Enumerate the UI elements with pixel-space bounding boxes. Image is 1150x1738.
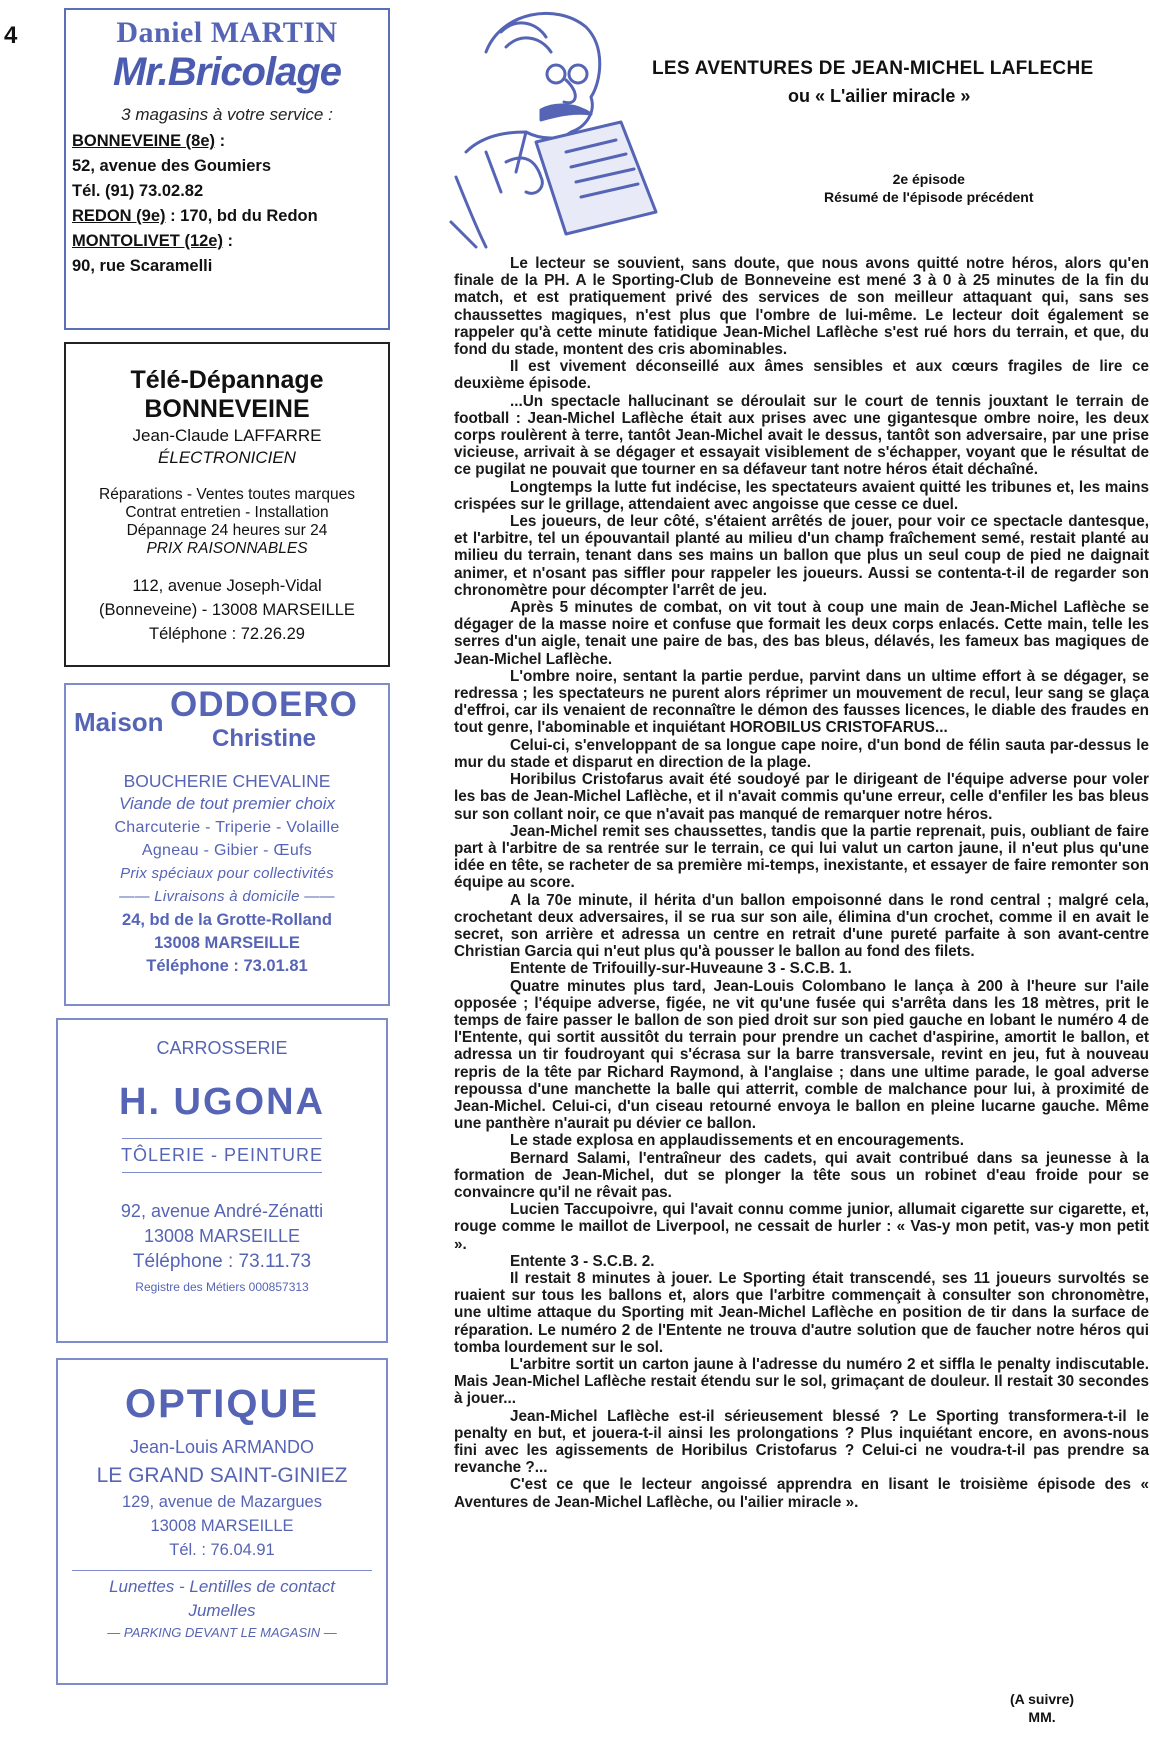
article-paragraph: Longtemps la lutte fut indécise, les spectateurs avaient quitté les tribunes et, les mains crispées sur le grillage, attendaient avec angoisse que cesse ce duel. <box>454 478 1149 513</box>
hand <box>506 158 542 193</box>
store-label: BONNEVEINE (8e) <box>72 132 216 150</box>
ad-line: —— Livraisons à domicile —— <box>119 888 335 905</box>
ad-trade: BOUCHERIE CHEVALINE <box>123 771 331 791</box>
article-paragraph: Le lecteur se souvient, sans doute, que nous avons quitté notre héros, alors qu'en finale de la PH. A le Sporting-Club de Bonneveine est mené 3 à 0 à 25 minutes de la fin du match, et est pratiquement privé des services de son meilleur attaquant qui, sans ses chaussettes magiques, n'est plus que l'ombre de lui-même. Le lecteur doit également se rappeler qu'à cette minute fatidique Jean-Michel Laflèche s'est rué hors du terrain, et que, du fond du stade, montent des cris abominables. <box>454 255 1149 359</box>
ad-title: Télé-Dépannage <box>130 366 324 394</box>
ad-first-name: Christine <box>212 725 317 752</box>
ad-address: 13008 MARSEILLE <box>143 1226 301 1246</box>
ad-quality: Viande de tout premier choix <box>118 794 336 813</box>
hair <box>501 23 551 52</box>
store-label: MONTOLIVET (12e) <box>72 232 223 250</box>
store-montolivet <box>72 229 388 254</box>
ad-registry: Registre des Métiers 000857313 <box>135 1280 309 1294</box>
article-paragraph: Il restait 8 minutes à jouer. Le Sporting était transcendé, ses 11 joueurs survoltés se ruaient sur tous les ballons et, alors que l'arbitre commençait à consulter son chronomètre, une ultime attaque du Sporting mit Jean-Michel Laflèche en position de tir dans la surface de réparation. Le numéro 2 de l'Entente ne trouva d'autre solution que de faucher notre héros qui tomba lourdement sur le sol. <box>454 1269 1149 1356</box>
ad-address: 13008 MARSEILLE <box>150 1517 294 1535</box>
ad-owner-name: Daniel MARTIN <box>116 16 338 49</box>
store-bonneveine <box>72 129 388 154</box>
caricature-illustration <box>446 2 664 250</box>
body <box>451 177 486 247</box>
ad-address: (Bonneveine) - 13008 MARSEILLE <box>99 601 355 619</box>
store-address: 90, rue Scaramelli <box>72 257 213 275</box>
article-paragraph: Il est vivement déconseillé aux âmes sensibles et aux cœurs fragiles de lire ce deuxième épisode. <box>454 358 1149 393</box>
mustache <box>541 105 591 120</box>
ad-ugona <box>56 1018 388 1343</box>
article-body <box>454 255 1149 1511</box>
ad-name: BONNEVEINE <box>144 395 310 423</box>
ad-parking-text: PARKING DEVANT LE MAGASIN <box>123 1625 321 1640</box>
article-title: LES AVENTURES DE JEAN-MICHEL LAFLECHE <box>652 58 1094 79</box>
store-colon: : <box>215 132 226 150</box>
ad-shop: LE GRAND SAINT-GINIEZ <box>96 1464 348 1487</box>
article-paragraph: Horibilus Cristofarus avait été soudoyé par le dirigeant de l'équipe adverse pour voler les bas de Jean-Michel Laflèche, et il n'avait commis qu'une erreur, celle d'enfiler les bas bleus sur son collant noir, ce que n'avait pas manqué de remarquer notre héros. <box>454 771 1149 823</box>
ad-address: 92, avenue André-Zénatti <box>120 1201 324 1221</box>
ad-owner: Jean-Louis ARMANDO <box>129 1437 315 1457</box>
ad-line: PRIX RAISONNABLES <box>146 540 308 557</box>
eye <box>547 65 565 83</box>
page-number: 4 <box>4 22 18 49</box>
ad-line: Charcuterie - Triperie - Volaille <box>114 819 340 836</box>
article-paragraph: C'est ce que le lecteur angoissé apprendra en lisant le troisième épisode des « Aventures de Jean-Michel Laflèche, ou l'ailier miracle ». <box>454 1476 1149 1511</box>
article-signoff <box>1010 1690 1074 1726</box>
article-subtitle: ou « L'ailier miracle » <box>788 86 971 106</box>
store-colon: : <box>222 232 234 250</box>
article-paragraph: Le stade explosa en applaudissements et en encouragements. <box>510 1132 964 1150</box>
article-paragraph: Les joueurs, de leur côté, s'étaient arrêtés de jouer, pour voir ce spectacle dantesque, et l'arbitre, tel un épouvantail planté au milieu d'un champ fraîchement semé, restait planté au milieu du terrain, tenant dans ses mains un ballon que plus un seul coup de pied ne daignait animer, et n'osant pas siffler pour rappeler les joueurs. Aussi se contenta-t-il de regarder son chronomètre pour décompter l'arrêt de jeu. <box>454 513 1149 599</box>
author-initials: MM. <box>1028 1709 1056 1725</box>
ad-trade: CARROSSERIE <box>156 1038 288 1058</box>
store-redon <box>72 204 388 229</box>
article-paragraph: ...Un spectacle hallucinant se déroulait sur le court de tennis jouxtant le terrain de football : Jean-Michel Laflèche était aux prises avec une gigantesque ombre noire, les deux corps roulèrent à terre, tantôt Jean-Michel avait le dessus, tantôt son adversaire, par une prise vicieuse, arrivait à se dégager et essayait visiblement de s'échapper, voyant que le résultat de ce pugilat ne pouvait que tourner en sa défaveur tant notre héros était déchaîné. <box>454 392 1149 479</box>
ad-parking: — PARKING DEVANT LE MAGASIN — <box>107 1625 337 1640</box>
article-paragraph: Jean-Michel Laflèche est-il sérieusement blessé ? Le Sporting transformera-t-il le penalty en but, et jouera-t-il ainsi les prolongations ? Plus inquiétant encore, en avons-nous fini avec les agissements de Horibilus Cristofarus ? Celui-ci ne voudra-t-il pas prendre sa revanche ?... <box>454 1407 1149 1477</box>
article-score: Entente 3 - S.C.B. 2. <box>510 1252 655 1270</box>
ad-phone: Téléphone : 73.11.73 <box>132 1251 312 1272</box>
ad-tagline: 3 magasins à votre service : <box>121 105 333 124</box>
ad-line: Dépannage 24 heures sur 24 <box>126 522 328 539</box>
ad-line: Agneau - Gibier - Œufs <box>141 842 313 859</box>
store-address: : 170, bd du Redon <box>165 207 318 225</box>
article-paragraph: A la 70e minute, il hérita d'un ballon empoisonné dans le rond central ; malgré cela, crochetant deux adversaires, il se rua sur son aile, élimina d'un crochet, comme il en avait le secret, son arrière et adressa un centre en retrait d'une pureté parfaite à son avant-centre Christian Garcia qui n'eut plus qu'à pousser le ballon au fond des filets. <box>454 891 1149 961</box>
ad-mr-bricolage <box>64 8 390 330</box>
ad-address: 24, bd de la Grotte-Rolland <box>122 911 332 929</box>
ad-job: ÉLECTRONICIEN <box>158 448 296 467</box>
ad-tele-depannage <box>64 342 390 667</box>
ad-name: H. UGONA <box>119 1081 325 1123</box>
ad-line: Contrat entretien - Installation <box>125 504 329 521</box>
ad-maison: Maison <box>74 707 164 737</box>
summary-label: Résumé de l'épisode précédent <box>824 189 1034 205</box>
ad-optique <box>56 1358 388 1685</box>
store-phone: Tél. (91) 73.02.82 <box>72 182 204 200</box>
store-address: 52, avenue des Goumiers <box>72 157 272 175</box>
article-score: Entente de Trifouilly-sur-Huveaune 3 - S.C.B. 1. <box>510 960 852 978</box>
store-label: REDON (9e) <box>72 207 166 225</box>
ad-line: Réparations - Ventes toutes marques <box>99 486 355 503</box>
article-paragraph: Celui-ci, s'enveloppant de sa longue cape noire, d'un bond de félin sauta par-dessus le mur du stade et disparut en direction de la plage. <box>454 736 1149 771</box>
article-paragraph: Après 5 minutes de combat, on vit tout à coup une main de Jean-Michel Laflèche se dégager de la masse noire et confuse que formait les deux corps enlacés. Cette main, telle les serres d'un aigle, tenait une paire de bas, des bas bleus, délavés, les fameux bas magiques de Jean-Michel Laflèche. <box>454 599 1149 668</box>
ad-address: 129, avenue de Mazargues <box>122 1493 322 1511</box>
article-paragraph: L'ombre noire, sentant la partie perdue, parvint dans un ultime effort à se dégager, se redressa ; les spectateurs ne purent alors réprimer un mouvement de recul, leur sang se glaça d'effroi, car ils venaient de reconnaître le démon des fausses licences, le diable des fraudes en tout genre, l'abominable et inquiétant HOROBILUS CRISTOFARUS... <box>454 667 1149 737</box>
ad-line: Jumelles <box>188 1601 256 1620</box>
ad-line: Lunettes - Lentilles de contact <box>109 1577 335 1596</box>
ad-address: 13008 MARSEILLE <box>154 934 300 952</box>
ad-oddoero <box>64 683 390 1006</box>
ad-delivery: Livraisons à domicile <box>154 888 300 905</box>
article-paragraph: Jean-Michel remit ses chaussettes, tandis que la partie reprenait, puis, oubliant de faire part à l'arbitre de sa rentrée sur le terrain, ce qui lui valut un carton jaune, il n'eut plus qu'une idée en tête, se racheter de sa première mi-temps, inexistante, et essayer de faire remonter son équipe au score. <box>454 822 1149 892</box>
article-paragraph: Bernard Salami, l'entraîneur des cadets, qui avait contribué dans sa jeunesse à la formation de Jean-Michel, dut se plonger la tête sous un robinet d'eau froide pour se convaincre qu'il ne rêvait pas. <box>454 1149 1149 1201</box>
episode-number: 2e épisode <box>892 171 965 187</box>
ad-address: 112, avenue Joseph-Vidal <box>132 577 322 595</box>
article-paragraph: L'arbitre sortit un carton jaune à l'adresse du numéro 2 et siffla le penalty indiscutable. Mais Jean-Michel Laflèche restait étendu sur le sol, grimaçant de douleur. Il restait 30 secondes à jouer... <box>454 1356 1149 1408</box>
ad-sub: TÔLERIE - PEINTURE <box>120 1145 324 1165</box>
collar <box>466 132 526 192</box>
ad-phone: Tél. : 76.04.91 <box>169 1541 275 1559</box>
article-paragraph: Quatre minutes plus tard, Jean-Louis Colombano le lança à 200 à l'heure sur l'aile opposée ; l'équipe adverse, figée, ne vit qu'une fusée qui s'arrêta dans les 18 mètres, prit le temps de faire passer le ballon de son pied droit sur son pied gauche en lobant le numéro 4 de l'Entente, qui sortit aussitôt du terrain pour prendre un cachet d'aspirine, amortit le ballon, et adressa un tir foudroyant qui s'écrasa sur la barre transversale, revint en jeu, fut à nouveau repris de la tête par Richard Raymond, à l'anglaise ; dans une ultime parade, le goal adverse repoussa d'une manchette la balle qui atterrit, comble de malchance pour lui, à proximité de Jean-Michel. Celui-ci, d'un ciseau retourné envoya le ballon en pleine lucarne gauche. Même une panthère n'aurait pu dévier ce ballon. <box>454 977 1149 1133</box>
episode-heading <box>824 170 1034 206</box>
ad-phone: Téléphone : 72.26.29 <box>149 625 305 643</box>
article-paragraph: Lucien Taccupoivre, qui l'avait connu comme junior, allumait cigarette sur cigarette, et, rouge comme le maillot de Liverpool, ne cessait de hurler : « Vas-y mon petit, vas-y mon petit ». <box>454 1201 1149 1253</box>
ad-phone: Téléphone : 73.01.81 <box>146 957 308 975</box>
ad-line: Prix spéciaux pour collectivités <box>120 865 334 882</box>
brand-logo: Mr.Bricolage <box>112 50 342 94</box>
ad-owner: Jean-Claude LAFFARRE <box>132 426 322 445</box>
ad-title: OPTIQUE <box>124 1382 320 1426</box>
ad-name: ODDOERO <box>170 685 358 724</box>
to-follow: (A suivre) <box>1010 1691 1075 1707</box>
